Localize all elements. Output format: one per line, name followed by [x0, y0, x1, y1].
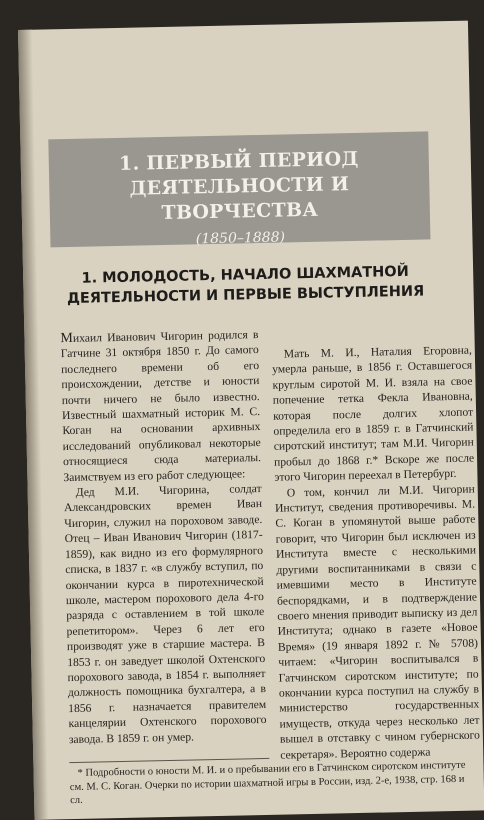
- footnote-divider: [69, 758, 269, 763]
- left-paragraph-1: [60, 327, 261, 485]
- section-title-line2: ДЕЯТЕЛЬНОСТИ И ПЕРВЫЕ ВЫСТУПЛЕНИЯ: [66, 283, 425, 308]
- chapter-heading-box: [48, 131, 430, 247]
- chapter-title: [48, 131, 430, 228]
- chapter-title-line1: 1. ПЕРВЫЙ ПЕРИОД: [118, 147, 359, 175]
- right-paragraph-2: О том, кончил ли М.И. Чигорин Институт, сведения противоречивы. М. С. Коган в упомянутой выше работе говорит, что Чигорин был исключен из Института вместе с несколькими другими воспитанниками в связи с имевшими место в Институте беспорядками, и в подтверждение своего мнения приводит выписку из дел Института; однако в газете «Новое Время» (19 января 1892 г. № 5708) читаем: «Чигорин воспитывался в Гатчинском сиротском институте; по окончании курса поступил на службу в министерство государственных имуществ, откуда через несколько лет вышел в отставку с чином губернского секретаря». Вероятно содержа: [274, 482, 481, 762]
- left-paragraph-2: Дед М.И. Чигорина, солдат Александровских времен Иван Чигорин, служил на пороховом заводе. Отец – Иван Иванович Чигорин (1817-1859), как видно из его формулярного списка, в 1837 г. «в службу вступил, по окончании курса в пиротехнической школе, мастером порохового дела 4-го разряда с оставлением в той школе репетитором». Через 6 лет его производят уже в старшие мастера. В 1853 г. он заведует школой Охтенского порохового завода, в 1854 г. выполняет должность помощника бухгалтера, а в 1856 г. назначается правителем канцелярии Охтенского порохового завода. В 1859 г. он умер.: [63, 482, 267, 746]
- right-paragraph-1: Мать М. И., Наталия Егоровна, умерла раньше, в 1856 г. Оставшегося круглым сиротой М. И. взяла на свое попечение тетка Фекла Ивановна, которая после долгих хлопот определила его в 1859 г. в Гатчинский сиротский институт; там М.И. Чигорин пробыл до 1868 г.* Вскоре же после этого Чигорин переехал в Петербург.: [272, 343, 475, 484]
- paragraph-initial-letter: М: [60, 330, 74, 347]
- chapter-title-line2: ДЕЯТЕЛЬНОСТИ И ТВОРЧЕСТВА: [129, 173, 350, 225]
- left-paragraph-1-text: ихаил Иванович Чигорин родился в Гатчине 31 октября 1850 г. До самого последнего времени об его происхождении, детстве и юности почти ничего не было известно. Известный шахматный историк М. С. Коган на основании архивных исследований опубликовал некоторые относящиеся сюда материалы. Заимствуем из его работ следующее:: [60, 328, 262, 484]
- right-text-column: [272, 343, 481, 763]
- book-spine-shadow: [18, 30, 49, 820]
- chapter-years: (1850–1888): [195, 229, 286, 248]
- book-page: [18, 21, 484, 820]
- left-text-column: [60, 327, 267, 747]
- section-title-line1: 1. МОЛОДОСТЬ, НАЧАЛО ШАХМАТНОЙ: [81, 263, 409, 287]
- footnote: * Подробности о юности М. И. и о пребывании его в Гатчинском сиротском институте см. М. С. Коган. Очерки по истории шахматной игры в России, изд. 2-е, 1938, стр. 168 и сл.: [69, 759, 466, 807]
- section-title: [59, 261, 432, 309]
